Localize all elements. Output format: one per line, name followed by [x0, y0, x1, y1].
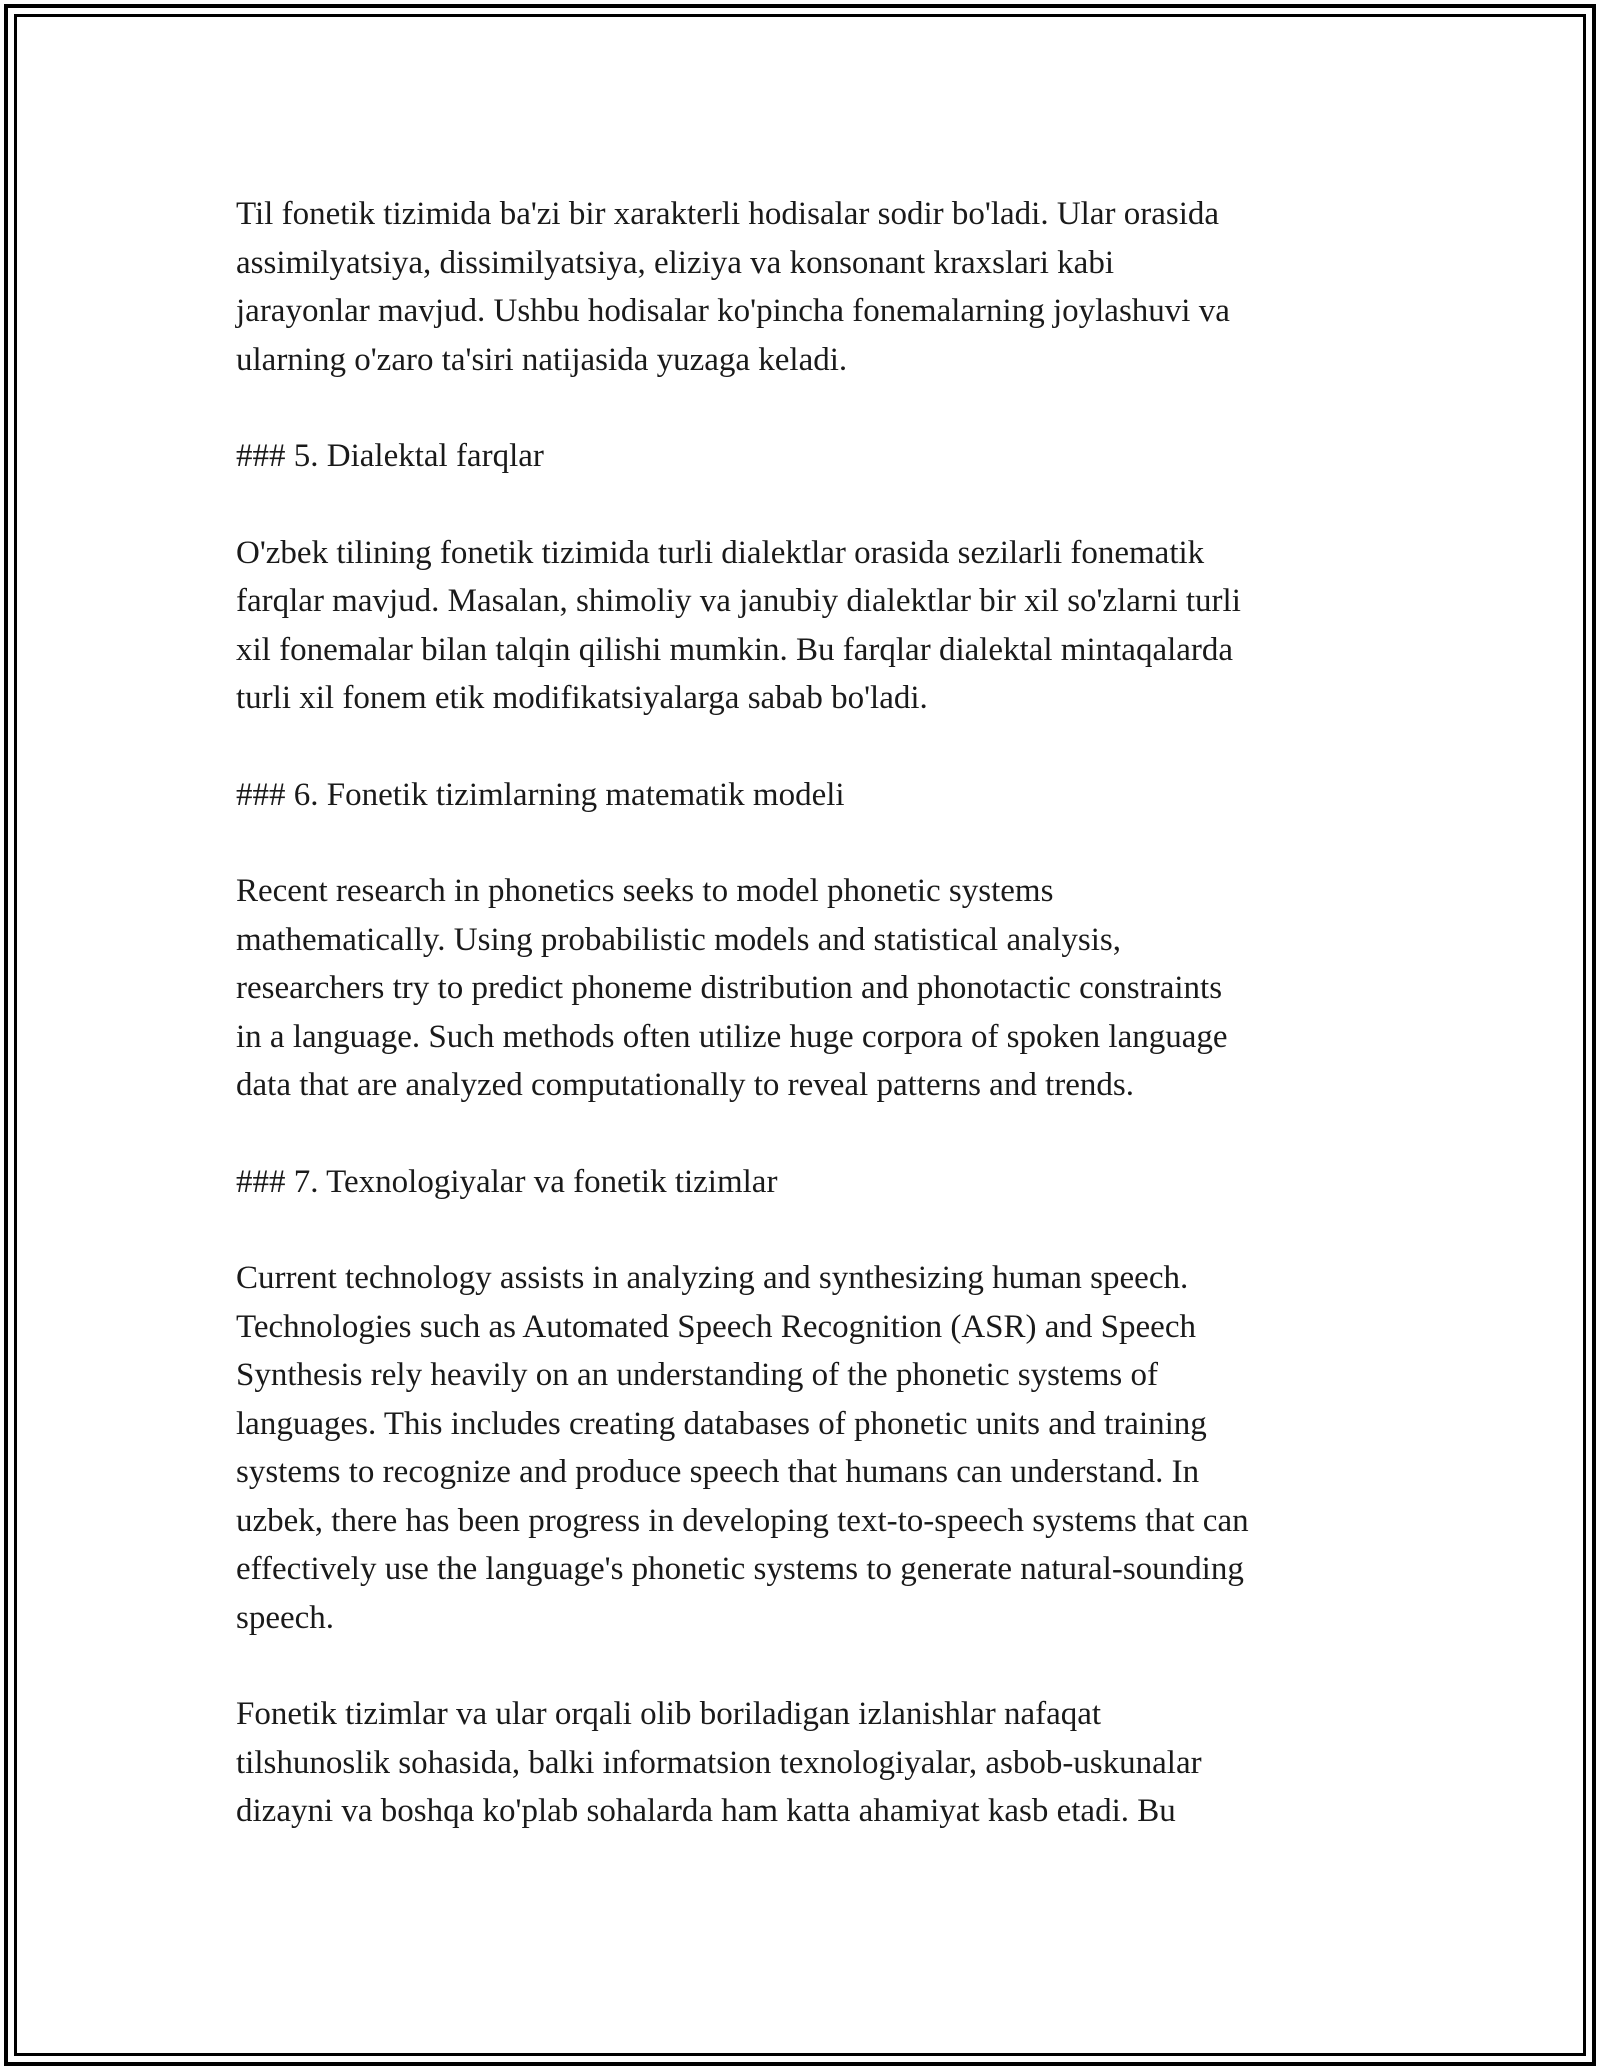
text-line: xil fonemalar bilan talqin qilishi mumkin. Bu farqlar dialektal mintaqalarda	[236, 631, 1234, 668]
text-line: Synthesis rely heavily on an understanding of the phonetic systems of	[236, 1357, 1159, 1393]
heading-section-6	[236, 771, 1366, 820]
text-line: jarayonlar mavjud. Ushbu hodisalar ko'pincha fonemalarning joylashuvi va	[236, 293, 1230, 329]
text-line: in a language. Such methods often utilize huge corpora of spoken language	[236, 1018, 1228, 1055]
text-line: dizayni va boshqa ko'plab sohalarda ham katta ahamiyat kasb etadi. Bu	[236, 1793, 1176, 1829]
text-line: systems to recognize and produce speech that humans can understand. In	[236, 1454, 1200, 1490]
document-body	[236, 190, 1366, 1836]
text-line: Technologies such as Automated Speech Recognition (ASR) and Speech	[236, 1308, 1196, 1345]
text-line: speech.	[236, 1599, 335, 1636]
text-line: tilshunoslik sohasida, balki informatsion texnologiyalar, asbob-uskunalar	[236, 1744, 1202, 1781]
paragraph-research-significance	[236, 1690, 1366, 1836]
text-line: mathematically. Using probabilistic models and statistical analysis,	[236, 921, 1122, 958]
text-line: ularning o'zaro ta'siri natijasida yuzaga keladi.	[236, 341, 848, 378]
text-line: Recent research in phonetics seeks to model phonetic systems	[236, 873, 1054, 909]
text-line: Fonetik tizimlar va ular orqali olib boriladigan izlanishlar nafaqat	[236, 1696, 1102, 1732]
text-line: researchers try to predict phoneme distribution and phonotactic constraints	[236, 970, 1223, 1006]
heading-text: ### 6. Fonetik tizimlarning matematik modeli	[236, 776, 845, 813]
heading-text: ### 5. Dialektal farqlar	[236, 438, 544, 474]
text-line: farqlar mavjud. Masalan, shimoliy va janubiy dialektlar bir xil so'zlarni turli	[236, 583, 1241, 619]
paragraph-mathematical-models	[236, 867, 1366, 1110]
text-line: effectively use the language's phonetic systems to generate natural-sounding	[236, 1551, 1244, 1587]
text-line: languages. This includes creating databases of phonetic units and training	[236, 1405, 1207, 1442]
text-line: data that are analyzed computationally to reveal patterns and trends.	[236, 1067, 1134, 1103]
text-line: Til fonetik tizimida ba'zi bir xarakterli hodisalar sodir bo'ladi. Ular orasida	[236, 196, 1220, 232]
text-line: uzbek, there has been progress in developing text-to-speech systems that can	[236, 1502, 1249, 1539]
text-line: Current technology assists in analyzing and synthesizing human speech.	[236, 1260, 1189, 1296]
text-line: assimilyatsiya, dissimilyatsiya, eliziya va konsonant kraxslari kabi	[236, 244, 1114, 281]
text-line: O'zbek tilining fonetik tizimida turli dialektlar orasida sezilarli fonematik	[236, 534, 1205, 571]
paragraph-dialect-differences	[236, 529, 1366, 723]
text-line: turli xil fonem etik modifikatsiyalarga sabab bo'ladi.	[236, 680, 928, 716]
heading-section-5	[236, 432, 1366, 481]
paragraph-speech-technology	[236, 1254, 1366, 1642]
paragraph-phonetic-phenomena	[236, 190, 1366, 384]
heading-text: ### 7. Texnologiyalar va fonetik tizimlar	[236, 1163, 778, 1200]
heading-section-7	[236, 1158, 1366, 1207]
